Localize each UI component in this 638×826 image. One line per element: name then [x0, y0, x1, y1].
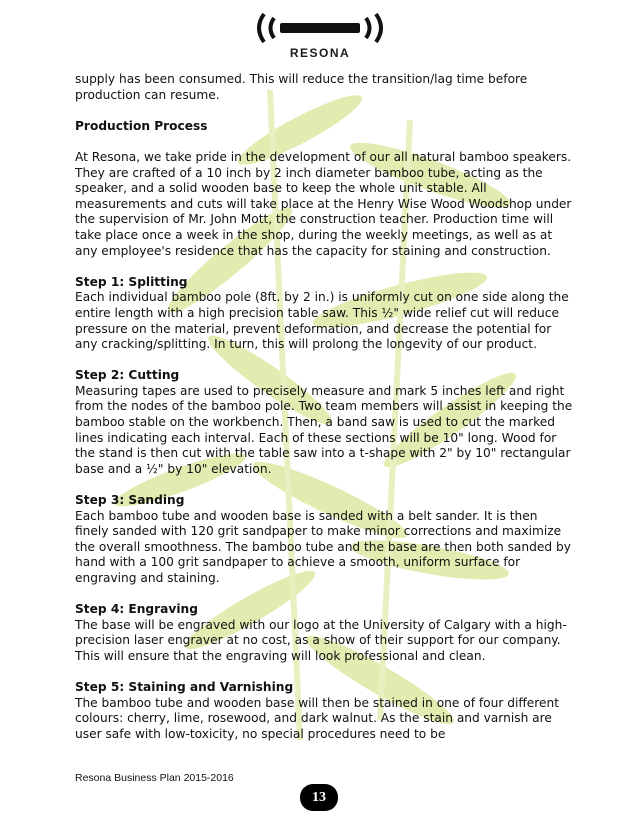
step3-paragraph: Each bamboo tube and wooden base is sanded with a belt sander. It is then finely sanded with 120 grit sandpaper to make minor corrections and maximize the overall smoothness. The bamboo tube and the base are then both sanded by hand with a 100 grit sandpaper to achieve a smooth, uniform surface for engraving and staining.: [75, 508, 571, 585]
logo-wordmark: RESONA: [289, 46, 351, 60]
step5-paragraph: The bamboo tube and wooden base will then be stained in one of four different colours: cherry, lime, rosewood, and dark walnut. As the stain and varnish are user safe with low-toxicity, no special procedures need to be: [75, 695, 559, 741]
production-heading: Production Process: [75, 118, 208, 133]
resona-logo: [250, 10, 390, 64]
step1-heading: Step 1: Splitting: [75, 274, 188, 289]
footer-title: Resona Business Plan 2015-2016: [75, 772, 234, 784]
sound-wave-icon: [250, 10, 390, 46]
step2-paragraph: Measuring tapes are used to precisely measure and mark 5 inches left and right from the nodes of the bamboo pole. Two team members will assist in keeping the bamboo stable on the workbench. Then, a band saw is used to cut the marked lines indicating each interval. Each of these sections will be 10" long. Wood for the stand is then cut with the table saw into a t-shape with 2" by 10" rectangular base and a ½" by 10" elevation.: [75, 383, 573, 476]
page-body: [75, 72, 573, 743]
page-number-badge: 13: [300, 784, 338, 811]
step5-heading: Step 5: Staining and Varnishing: [75, 680, 294, 695]
step4-heading: Step 4: Engraving: [75, 602, 198, 617]
step2-heading: Step 2: Cutting: [75, 368, 180, 383]
step1-paragraph: Each individual bamboo pole (8ft. by 2 in.) is uniformly cut on one side along the entire length with a high precision table saw. This ½" wide relief cut will reduce pressure on the material, prevent deformation, and decrease the potential for any cracking/splitting. In turn, this will prolong the longevity of our product.: [75, 290, 569, 352]
step4-paragraph: The base will be engraved with our logo at the University of Calgary with a high-precision laser engraver at no cost, as a show of their support for our company. This will ensure that the engraving will look professional and clean.: [75, 617, 567, 663]
step3-heading: Step 3: Sanding: [75, 493, 185, 508]
production-paragraph: At Resona, we take pride in the development of our all natural bamboo speakers. They are crafted of a 10 inch by 2 inch diameter bamboo tube, acting as the speaker, and a solid wooden base to keep the whole unit stable. All measurements and cuts will take place at the Henry Wise Wood Woodshop under the supervision of Mr. John Mott, the construction teacher. Production time will take place once a week in the shop, during the weekly meetings, as well as at any employee's residence that has the capacity for staining and construction.: [75, 149, 572, 258]
intro-paragraph: supply has been consumed. This will reduce the transition/lag time before production can resume.: [75, 72, 528, 102]
